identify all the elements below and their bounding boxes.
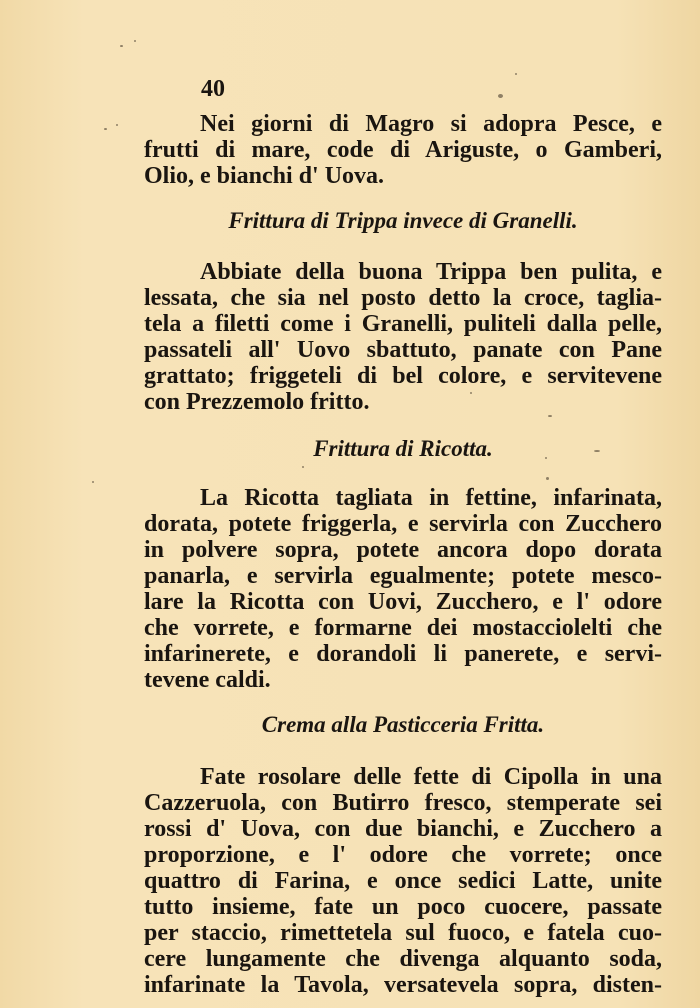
text-line: rossi d' Uova, con due bianchi, e Zucchero a bbox=[144, 816, 662, 842]
text-line: passateli all' Uovo sbattuto, panate con Pane bbox=[144, 337, 662, 363]
section-heading-ricotta: Frittura di Ricotta. bbox=[313, 436, 493, 461]
text-line: infarinerete, e dorandoli li panerete, e servi- bbox=[144, 641, 662, 667]
ink-speck bbox=[302, 466, 304, 468]
text-line: quattro di Farina, e once sedici Latte, unite bbox=[144, 868, 662, 894]
text-line: cere lungamente che divenga alquanto soda, bbox=[144, 946, 662, 972]
text-line: con Prezzemolo fritto. bbox=[144, 389, 370, 415]
text-line: tevene caldi. bbox=[144, 667, 271, 693]
section-heading-crema: Crema alla Pasticceria Fritta. bbox=[261, 712, 545, 737]
ink-speck bbox=[104, 128, 107, 130]
ink-speck bbox=[546, 477, 549, 480]
text-line: proporzione, e l' odore che vorrete; once bbox=[144, 842, 662, 868]
paragraph-ricotta bbox=[144, 485, 662, 693]
text-line: Abbiate della buona Trippa ben pulita, e bbox=[200, 259, 662, 285]
ink-speck bbox=[116, 124, 118, 126]
text-line: Olio, e bianchi d' Uova. bbox=[144, 163, 385, 189]
ink-speck bbox=[515, 73, 517, 75]
text-line: dorata, potete friggerla, e servirla con Zucchero bbox=[144, 511, 662, 537]
text-line: grattato; friggeteli di bel colore, e servitevene bbox=[144, 363, 662, 389]
text-line: frutti di mare, code di Ariguste, o Gamberi, bbox=[144, 137, 662, 163]
ink-speck bbox=[470, 392, 472, 394]
text-line: tela a filetti come i Granelli, puliteli dalla pelle, bbox=[144, 311, 662, 337]
text-line: Cazzeruola, con Butirro fresco, stemperate sei bbox=[144, 790, 662, 816]
text-line: La Ricotta tagliata in fettine, infarinata, bbox=[200, 485, 662, 511]
ink-speck bbox=[594, 450, 600, 452]
ink-speck bbox=[548, 415, 552, 417]
text-line: in polvere sopra, potete ancora dopo dorata bbox=[144, 537, 662, 563]
text-line: Fate rosolare delle fette di Cipolla in una bbox=[200, 764, 662, 790]
text-line: panarla, e servirla egualmente; potete mesco- bbox=[144, 563, 662, 589]
text-line: lare la Ricotta con Uovi, Zucchero, e l' odore bbox=[144, 589, 662, 615]
text-line: per staccio, rimettetela sul fuoco, e fatela cuo- bbox=[144, 920, 662, 946]
ink-speck bbox=[134, 40, 136, 42]
text-line: tutto insieme, fate un poco cuocere, passate bbox=[144, 894, 662, 920]
text-line: che vorrete, e formarne dei mostacciolelti che bbox=[144, 615, 662, 641]
text-line: Nei giorni di Magro si adopra Pesce, e bbox=[200, 111, 662, 137]
ink-speck bbox=[545, 457, 547, 459]
ink-speck bbox=[92, 481, 94, 483]
page-number: 40 bbox=[201, 76, 225, 102]
text-line: infarinate la Tavola, versatevela sopra, disten- bbox=[144, 972, 662, 998]
paragraph-crema bbox=[144, 764, 662, 998]
text-line: lessata, che sia nel posto detto la croce, taglia- bbox=[144, 285, 662, 311]
paragraph-magro bbox=[144, 111, 662, 189]
ink-speck bbox=[120, 45, 123, 47]
section-heading-trippa: Frittura di Trippa invece di Granelli. bbox=[228, 208, 578, 233]
ink-speck bbox=[498, 94, 503, 98]
paragraph-trippa bbox=[144, 259, 662, 415]
